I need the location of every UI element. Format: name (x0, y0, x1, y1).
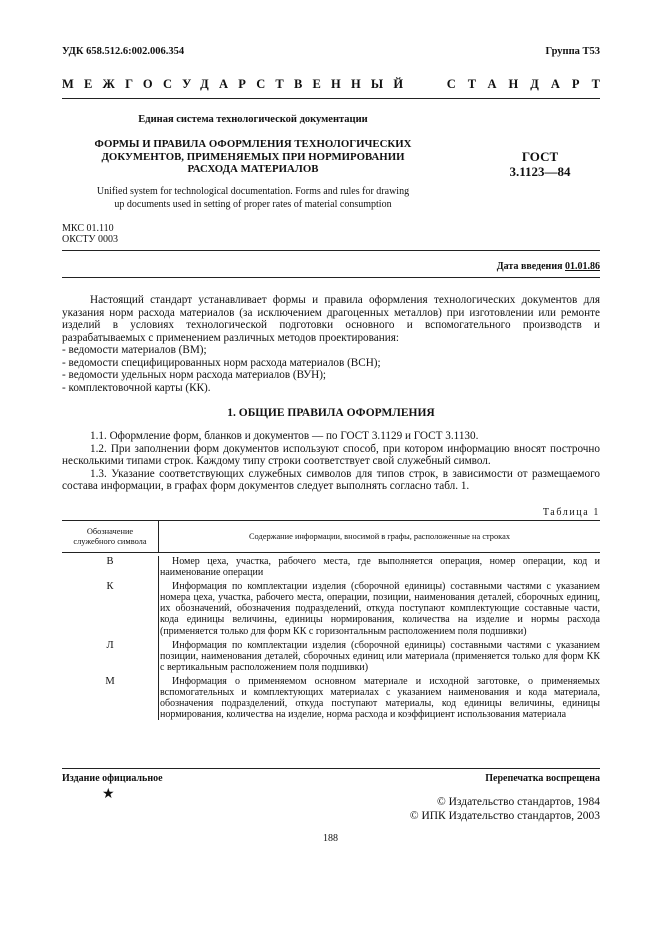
date-value: 01.01.86 (565, 261, 600, 272)
row-content: Номер цеха, участка, рабочего места, где выполняется операция, номер операции, код и наименование операции (160, 556, 600, 579)
row-symbol: К (106, 581, 114, 593)
title-line: ФОРМЫ И ПРАВИЛА ОФОРМЛЕНИЯ ТЕХНОЛОГИЧЕСКИХ (94, 138, 412, 150)
section-clauses (62, 430, 600, 493)
udk-code: УДК 658.512.6:002.006.354 (62, 46, 185, 57)
title-line: ДОКУМЕНТОВ, ПРИМЕНЯЕМЫХ ПРИ НОРМИРОВАНИИ (101, 150, 405, 163)
clause-1-2: 1.2. При заполнении форм документов используют способ, при котором информацию вносят построчно несколькими типами строк. Каждому типу строки соответствует свой служебный символ. (62, 442, 600, 467)
row-symbol: Л (106, 639, 114, 651)
date-rule (62, 277, 600, 278)
gost-number (485, 149, 595, 179)
english-title (62, 186, 444, 211)
classification-codes (62, 223, 118, 245)
header-content-column: Содержание информации, вносимой в графы, расположенные на строках (248, 532, 511, 541)
copyright-1984: © Издательство стандартов, 1984 (436, 796, 600, 808)
english-title-line: up documents used in setting of proper rates of material consumption (114, 198, 392, 210)
standard-banner (62, 77, 612, 92)
introduction-date (497, 261, 600, 272)
header-symbol-line: служебного символа (73, 536, 147, 546)
row-content: Информация о применяемом основном материале и исходной заготовке, о применяемых вспомогательных и комплектующих материалах с указанием наименования и кода материала, обозначения подразделений, откуда поступают материалы, код единицы величины, единицы нормирования, количества на изделие, норма расхода и коэффициент использования материала (160, 675, 600, 721)
title-line: РАСХОДА МАТЕРИАЛОВ (187, 163, 319, 175)
table-row (62, 556, 600, 578)
clause-1-1: 1.1. Оформление форм, бланков и документов — по ГОСТ 3.1129 и ГОСТ 3.1130. (90, 430, 479, 442)
row-symbol: В (106, 556, 114, 567)
okstu-code: ОКСТУ 0003 (62, 234, 119, 245)
document-title (62, 138, 444, 176)
row-symbol: М (105, 675, 115, 687)
row-content: Информация по комплектации изделия (сборочной единицы) составными частями с указанием номера цеха, участка, рабочего места, операции, позиции, наименования деталей, сборочных единиц, их обозначений, обозначения подразделений, откуда поступают комплектующие составные части, кода единицы величины, единицы нормирования, количества на изделие и нормы расхода (применяется только для форм КК с горизонтальным расположением поля подшивки) (160, 581, 600, 637)
footer-rule (62, 768, 600, 769)
row-content: Информация по комплектации изделия (сборочной единицы) составными частями с указанием позиции, наименования деталей, сборочных единиц или материала (применяется только для форм КК с вертикальным расположением поля подшивки) (160, 639, 600, 673)
table-header (62, 520, 600, 553)
page-number: 188 (323, 833, 338, 844)
banner-word-standard: СТАНДАРТ (446, 77, 612, 91)
official-edition-label: Издание официальное (62, 773, 163, 784)
list-item: - ведомости материалов (ВМ); (62, 344, 207, 356)
table-row (62, 581, 600, 636)
intro-text (62, 294, 600, 394)
mks-code: МКС 01.110 (62, 223, 114, 234)
list-item: - комплектовочной карты (КК). (62, 381, 211, 394)
date-label: Дата введения (496, 261, 563, 272)
star-icon: ★ (102, 787, 115, 802)
clause-1-3: 1.3. Указание соответствующих служебных символов для типов строк, в зависимости от размещаемого состава информации, в графах форм документов следует выполнять согласно табл. 1. (62, 467, 600, 492)
header-rule (62, 98, 600, 99)
table-1 (62, 520, 600, 720)
copyright-2003: © ИПК Издательство стандартов, 2003 (409, 810, 600, 822)
table-caption: Таблица 1 (542, 507, 600, 518)
table-body (62, 556, 600, 720)
list-item: - ведомости специфицированных норм расхода материалов (ВСН); (62, 356, 381, 369)
reprint-prohibited-label: Перепечатка воспрещена (485, 773, 600, 784)
banner-word-interstate: МЕЖГОСУДАРСТВЕННЫЙ (62, 77, 414, 91)
header-symbol-column (62, 521, 159, 552)
gost-label: ГОСТ (521, 149, 559, 164)
intro-paragraph: Настоящий стандарт устанавливает формы и правила оформления технологических документов для указания норм расхода материалов (за исключением драгоценных металлов) при изготовлении или ремонте изделий в условиях технологической подготовки основного и вспомогательного производств и разрабатываемых с применением различных методов проектирования: (62, 294, 600, 344)
section-heading: 1. ОБЩИЕ ПРАВИЛА ОФОРМЛЕНИЯ (227, 407, 435, 419)
table-row (62, 640, 600, 673)
system-name: Единая система технологической документации (138, 114, 368, 125)
group-code: Группа Т53 (545, 46, 600, 57)
gost-code: 3.1123—84 (509, 164, 571, 179)
header-symbol-line: Обозначение (86, 527, 134, 536)
table-row (62, 676, 600, 720)
list-item: - ведомости удельных норм расхода материалов (ВУН); (62, 369, 327, 381)
english-title-line: Unified system for technological documentation. Forms and rules for drawing (96, 186, 410, 197)
codes-rule (62, 250, 600, 251)
